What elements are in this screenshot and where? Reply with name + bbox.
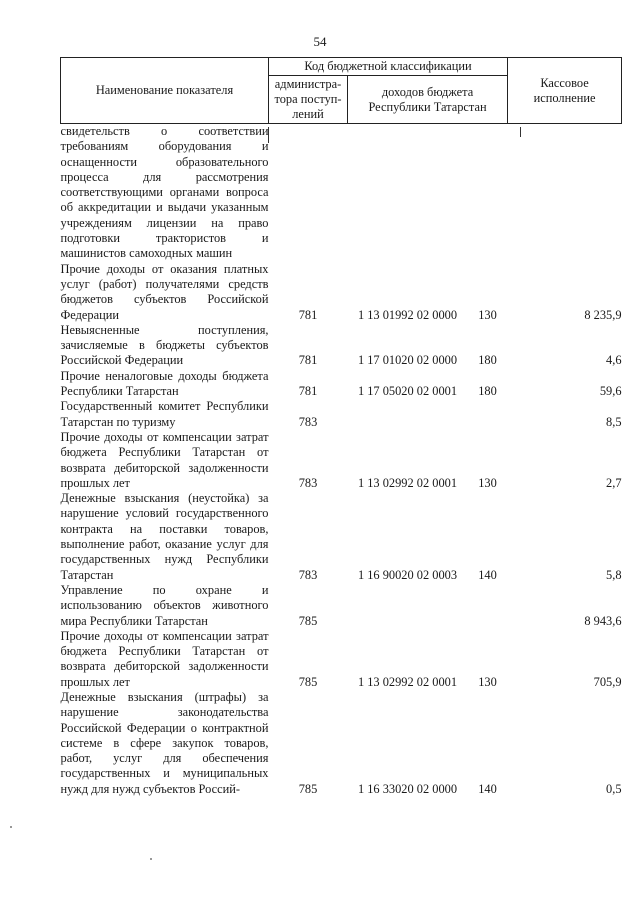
revenue-type-cell: 130 [478, 475, 497, 490]
revenue-code-cell: 1 17 05020 02 0001 [357, 384, 458, 399]
administrator-header: администра-тора поступ-лений [269, 76, 348, 124]
indicator-cell: Государственный комитет Республики Татарстан по туризму [60, 399, 269, 429]
table-row [61, 430, 622, 491]
revenue-code-cell: 1 17 01020 02 0000 [357, 353, 458, 368]
administrator-cell: 785 [298, 613, 318, 628]
budget-revenue-table [60, 57, 622, 797]
scan-speck [10, 826, 12, 828]
table-row [61, 323, 622, 369]
revenue-type-cell [468, 583, 508, 629]
administrator-cell: 785 [298, 781, 318, 796]
revenue-type-cell: 140 [478, 781, 497, 796]
revenue-type-cell: 180 [478, 353, 497, 368]
table-row [61, 124, 622, 262]
revenue-type-cell [468, 399, 508, 430]
amount-cell: 8 943,6 [584, 613, 622, 628]
amount-cell: 8,5 [606, 414, 622, 429]
amount-cell: 2,7 [606, 475, 622, 490]
table-row [61, 369, 622, 400]
amount-cell: 4,6 [606, 353, 622, 368]
administrator-cell: 781 [298, 384, 318, 399]
amount-cell: 59,6 [599, 384, 622, 399]
table-row [61, 583, 622, 629]
revenue-code-cell [348, 583, 468, 629]
revenue-code-cell: 1 13 02992 02 0001 [357, 674, 458, 689]
revenue-code-header: доходов бюджета Республики Татарстан [348, 76, 508, 124]
revenue-type-cell: 130 [478, 307, 497, 322]
amount-cell: 0,5 [606, 781, 622, 796]
classification-group-header: Код бюджетной классификации [269, 58, 508, 76]
administrator-cell: 781 [298, 353, 318, 368]
table-row [61, 491, 622, 583]
page-number: 54 [313, 34, 327, 49]
revenue-type-cell: 180 [478, 384, 497, 399]
amount-cell: 5,8 [606, 567, 622, 582]
indicator-cell: Управление по охране и использованию объектов животного мира Республики Татарстан [60, 582, 269, 628]
indicator-cell: Прочие доходы от компенсации затрат бюджета Республики Татарстан от возврата дебиторской задолженности прошлых лет [60, 429, 269, 490]
table-row [61, 629, 622, 690]
administrator-cell [269, 124, 348, 262]
revenue-code-cell [348, 124, 468, 262]
revenue-type-cell [468, 124, 508, 262]
indicator-header: Наименование показателя [61, 58, 269, 124]
revenue-code-cell: 1 13 01992 02 0000 [357, 307, 458, 322]
scan-speck [150, 858, 152, 860]
administrator-cell: 783 [298, 414, 318, 429]
administrator-cell: 781 [298, 307, 318, 322]
amount-cell: 705,9 [593, 674, 622, 689]
indicator-cell: Прочие доходы от оказания платных услуг (работ) получателями средств бюджетов субъектов Российской Федерации [60, 261, 269, 322]
revenue-code-cell [348, 399, 468, 430]
administrator-cell: 783 [298, 567, 318, 582]
amount-cell: 8 235,9 [584, 307, 622, 322]
revenue-code-cell: 1 16 33020 02 0000 [357, 781, 458, 796]
administrator-cell: 783 [298, 475, 318, 490]
indicator-cell: Прочие доходы от компенсации затрат бюджета Республики Татарстан от возврата дебиторской задолженности прошлых лет [60, 628, 269, 689]
table-row [61, 399, 622, 430]
indicator-cell: Прочие неналоговые доходы бюджета Республики Татарстан [60, 368, 269, 399]
table-row [61, 690, 622, 797]
indicator-cell: Невыясненные поступления, зачисляемые в бюджеты субъектов Российской Федерации [60, 322, 269, 368]
amount-cell [508, 124, 622, 262]
indicator-cell: Денежные взыскания (неустойка) за нарушение условий государственного контракта на поставки товаров, выполнение работ, оказание услуг для государственных нужд Республики Татарстан [60, 491, 269, 582]
indicator-cell: свидетельств о соответствии требованиям оборудования и оснащенности образовательного процесса для рассмотрения соответствующими органами вопроса об аккредитации и выдачи указанным учреждениям лицензии на право подготовки трактористов и машинистов самоходных машин [60, 124, 269, 261]
revenue-type-cell: 140 [478, 567, 497, 582]
revenue-type-cell: 130 [478, 674, 497, 689]
revenue-code-cell: 1 16 90020 02 0003 [357, 567, 458, 582]
table-row [61, 262, 622, 323]
execution-header: Кассовое исполнение [508, 58, 622, 124]
administrator-cell: 785 [298, 674, 318, 689]
revenue-code-cell: 1 13 02992 02 0001 [357, 475, 458, 490]
indicator-cell: Денежные взыскания (штрафы) за нарушение законодательства Российской Федерации о контрактной системе в сфере закупок товаров, работ, услуг для обеспечения государственных и муниципальных нужд для нужд субъектов Россий- [60, 689, 269, 796]
